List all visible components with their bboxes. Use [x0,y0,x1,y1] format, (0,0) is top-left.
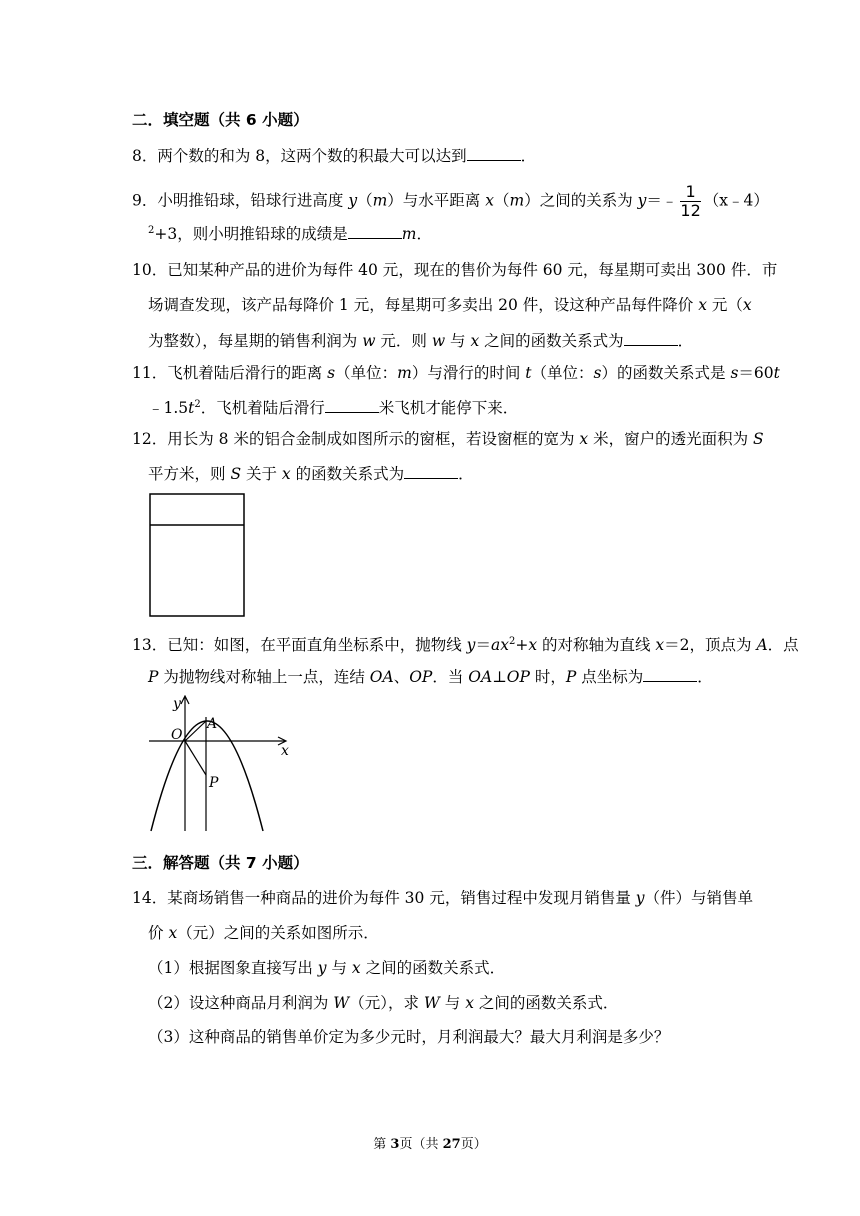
question-14-sub-3: （3）这种商品的销售单价定为多少元时，月利润最大？最大月利润是多少？ [148,1028,670,1046]
question-14-line-1: 14．某商场销售一种商品的进价为每件 30 元，销售过程中发现月销售量 y（件）与销售单 [132,889,754,907]
answer-blank[interactable] [643,665,697,682]
question-14-sub-2: （2）设这种商品月利润为 W（元），求 W 与 x 之间的函数关系式． [148,994,619,1012]
answer-blank[interactable] [624,329,678,346]
vertex-label-a: A [207,716,218,732]
question-13-line-2: P 为抛物线对称轴上一点，连结 OA、OP．当 OA⊥OP 时，P 点坐标为 ． [148,665,713,688]
page-footer: 第 3页（共 27页） [373,1137,487,1152]
x-axis-label: x [281,743,289,759]
y-axis-label: y [173,696,181,712]
answer-blank[interactable] [348,222,402,239]
question-14-line-2: 价 x（元）之间的关系如图所示． [148,924,379,942]
question-14-sub-1: （1）根据图象直接写出 y 与 x 之间的函数关系式． [148,959,506,977]
section-2-title: 二．填空题（共 6 小题） [132,111,309,129]
parabola-curve [151,721,263,831]
window-outer-frame [150,494,244,616]
question-11-line-1: 11．飞机着陆后滑行的距离 s（单位：m）与滑行的时间 t（单位：s）的函数关系式是 s＝60t [132,364,780,382]
segment-op [185,741,206,775]
question-9-line-1: 9．小明推铅球，铅球行进高度 y（m）与水平距离 x（m）之间的关系为 y＝﹣ $\frac{1}{12}$ （x﹣4） [132,182,769,220]
question-11-line-2: $﹣1.5t^2$．飞机着陆后滑行 米飞机才能停下来． [148,396,518,419]
answer-blank[interactable] [325,396,379,413]
point-label-p: P [209,775,219,791]
question-8: 8．两个数的和为 8，这两个数的积最大可以达到 ． [132,144,536,167]
parabola-figure [145,695,295,835]
answer-blank[interactable] [404,462,458,479]
question-12-line-2: 平方米，则 S 关于 x 的函数关系式为 ． [148,462,474,485]
question-9-line-2: $^2$+3，则小明推铅球的成绩是 m． [148,222,432,245]
window-frame-figure [148,493,248,619]
question-10-line-1: 10．已知某种产品的进价为每件 40 元，现在的售价为每件 60 元，每星期可卖出 300 件．市 [132,261,778,279]
question-10-line-2: 场调查发现，该产品每降价 1 元，每星期可多卖出 20 件，设这种产品每件降价 x 元（x [148,296,752,314]
question-13-line-1: 13．已知：如图，在平面直角坐标系中，抛物线 $y=ax^2+x$ 的对称轴为直线 x＝2，顶点为 A．点 [132,635,799,654]
question-12-line-1: 12．用长为 8 米的铝合金制成如图所示的窗框，若设窗框的宽为 x 米，窗户的透光面积为 S [132,430,764,448]
question-10-line-3: 为整数），每星期的销售利润为 w 元．则 w 与 x 之间的函数关系式为 ． [148,329,693,352]
answer-blank[interactable] [467,144,521,161]
segment-oa [185,721,206,741]
origin-label: O [171,727,183,743]
fraction: $\frac{1}{12}$ [680,182,701,220]
section-3-title: 三．解答题（共 7 小题） [132,854,309,872]
